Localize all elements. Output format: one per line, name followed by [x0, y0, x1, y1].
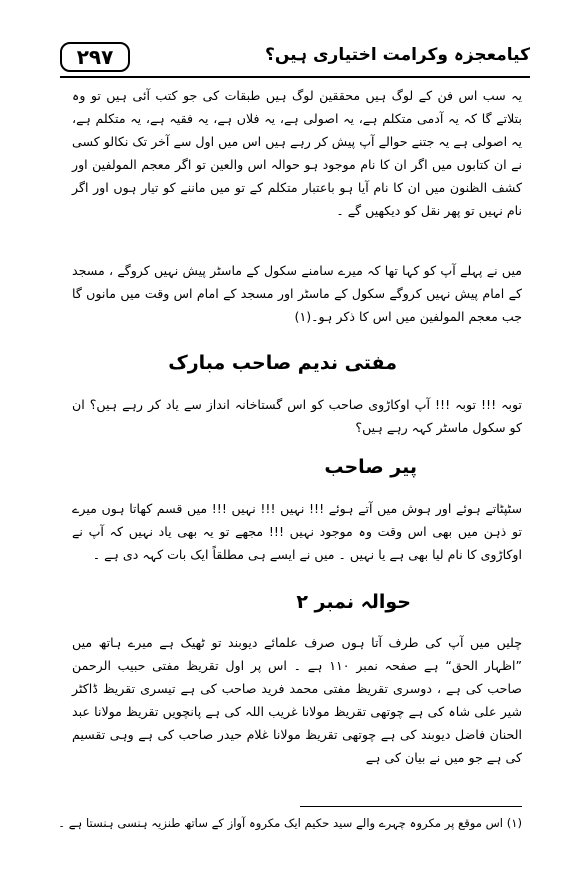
paragraph-5: چلیں میں آپ کی طرف آتا ہوں صرف علمائے دیوبند تو ٹھیک ہے میرے ہاتھ میں ”اظہار الحق“ ہے صفحہ نمبر ۱۱۰ ہے ۔ اس پر اول تقریظ مفتی حبیب الرحمن صاحب کی ہے ، دوسری تقریظ مفتی محمد فرید صاحب کی ہے تیسری تقریظ ڈاکٹر شیر علی شاہ کی ہے چوتھی تقریظ مولانا غریب اللہ کی ہے پانچویں تقریظ مولانا عبد الحنان فاضل دیوبند کی ہے چوتھی تقریظ مولانا غلام حیدر صاحب کی ہے وہی تقسیم کی ہے جو میں نے بیان کی ہے — [72, 635, 522, 765]
page-number: ۲۹۷ — [60, 42, 130, 72]
paragraph-1: یہ سب اس فن کے لوگ ہیں محققین لوگ ہیں طبقات کی جو کتب آئی ہیں تو وہ بتلاتے گا کہ یہ آدمی متکلم ہے، یہ اصولی ہے، یہ فلاں ہے، یہ فقیہ ہے، یہ متکلم ہے، یہ اصولی ہے یہ جتنے حوالے آپ پیش کر رہے ہیں اس میں اول سے آخر تک نکالو کسی نے ان کتابوں میں اگر ان کا نام موجود ہو حوالہ اس والعین تو اگر معجم المولفین اور کشف الظنون میں ان کا نام آیا ہو باعتبار متکلم کے تو میں ماننے کو تیار ہوں اور اگر نام نہیں تو پھر نقل کو دیکھیں گے ۔ — [72, 88, 522, 218]
footnote: (۱) اس موقع پر مکروہ چہرے والے سید حکیم ایک مکروہ آواز کے ساتھ طنزیہ ہنسی ہنستا ہے ۔ — [58, 816, 522, 830]
page-header — [60, 42, 530, 78]
header-rule — [60, 76, 530, 78]
heading-reference-2: حوالہ نمبر ۲ — [296, 591, 411, 613]
paragraph-2: میں نے پہلے آپ کو کہا تھا کہ میرے سامنے سکول کے ماسٹر پیش نہیں کروگے ، مسجد کے امام پیش نہیں کروگے سکول کے ماسٹر اور مسجد کے امام اس وقت میں مانوں گا جب معجم المولفین میں اس کا ذکر ہو۔(۱) — [72, 263, 522, 324]
footnote-rule — [300, 806, 522, 807]
heading-peer-sahib: پیر صاحب — [324, 456, 417, 478]
heading-mufti-nadeem: مفتی ندیم صاحب مبارک — [168, 352, 397, 374]
paragraph-3: توبہ !!! توبہ !!! آپ اوکاڑوی صاحب کو اس گستاخانہ انداز سے یاد کر رہے ہیں؟ ان کو سکول ماسٹر کہہ رہے ہیں؟ — [72, 397, 522, 435]
paragraph-4: سٹپٹاتے ہوئے اور ہوش میں آتے ہوئے !!! نہیں !!! نہیں !!! میں قسم کھاتا ہوں میرے تو ذہن میں بھی اس وقت وہ موجود نہیں !!! مجھے تو یہ بھی یاد نہیں کہ آپ نے اوکاڑوی کا نام لیا بھی ہے یا نہیں ۔ میں نے ایسے ہی مطلقاً ایک بات کہہ دی ہے ۔ — [72, 501, 522, 562]
running-title: کیامعجزہ وکرامت اختیاری ہیں؟ — [264, 45, 530, 65]
